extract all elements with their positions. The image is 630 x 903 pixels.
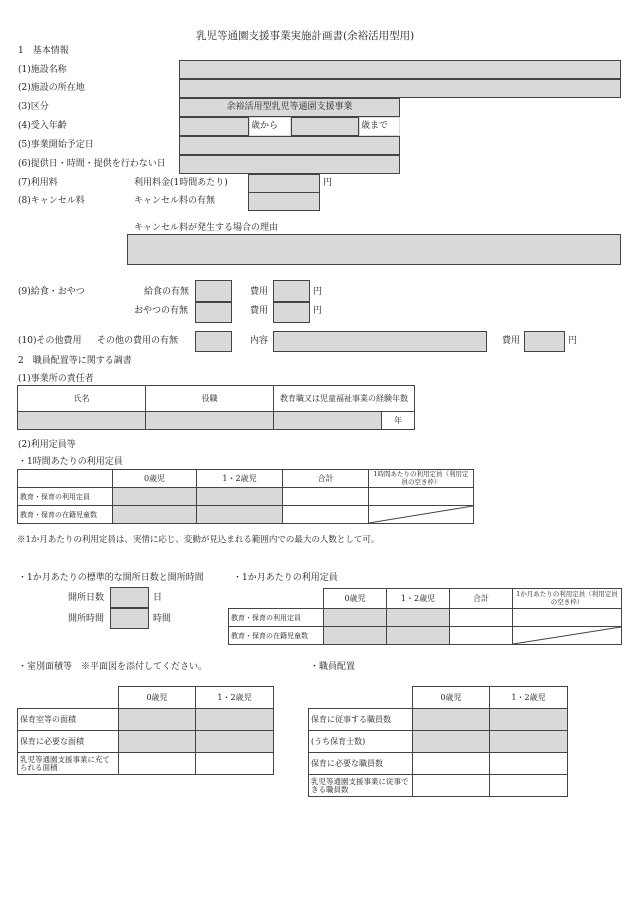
other-content-label: 内容 xyxy=(250,336,269,346)
monthly-std-title: ・1か月あたりの標準的な開所日数と開所時間 xyxy=(18,573,204,583)
snack-label: おやつの有無 xyxy=(134,306,189,316)
staff-required-0 xyxy=(413,753,490,775)
meal-field[interactable] xyxy=(195,280,232,302)
monthly-enrolled-free-diagonal xyxy=(513,627,622,645)
label-other: (10)その他費用 xyxy=(18,336,82,346)
manager-experience-field[interactable] xyxy=(274,412,382,430)
open-days-unit: 日 xyxy=(153,593,163,603)
fee-label: 利用料金(1時間あたり) xyxy=(134,178,228,188)
age-from-label: 歳から xyxy=(251,121,279,131)
staff-col-0: 0歳児 xyxy=(413,687,490,709)
room-required-12-field[interactable] xyxy=(196,731,274,753)
facility-name-field[interactable] xyxy=(179,60,621,79)
hourly-col-total: 合計 xyxy=(283,470,369,488)
open-hours-label: 開所時間 xyxy=(68,614,105,624)
staff-row-required: 保育に必要な職員数 xyxy=(309,753,413,775)
other-cost-label: 費用 xyxy=(502,336,521,346)
staff-title: ・職員配置 xyxy=(310,662,356,672)
staff-row-nursery-teachers: (うち保育士数) xyxy=(309,731,413,753)
hourly-title: ・1時間あたりの利用定員 xyxy=(18,457,123,467)
other-field[interactable] xyxy=(195,331,232,352)
monthly-capacity-free xyxy=(513,609,622,627)
hourly-capacity-table xyxy=(17,469,474,524)
staff-header-blank xyxy=(309,687,413,709)
manager-name-field[interactable] xyxy=(18,412,146,430)
staff-row-engaged: 保育に従事する職員数 xyxy=(309,709,413,731)
room-area-table xyxy=(17,686,274,775)
manager-table xyxy=(17,385,415,430)
meal-cost-label: 費用 xyxy=(250,287,269,297)
section2-heading: 2 職員配置等に関する調書 xyxy=(18,356,132,366)
open-days-label: 開所日数 xyxy=(68,593,105,603)
monthly-capacity-0-field[interactable] xyxy=(324,609,387,627)
age-to-field[interactable] xyxy=(291,117,359,136)
staff-table xyxy=(308,686,568,797)
cancel-reason-field[interactable] xyxy=(127,234,621,265)
staff-available-0 xyxy=(413,775,490,797)
staff-row-available: 乳児等通園支援事業に従事できる職員数 xyxy=(309,775,413,797)
room-row-area: 保育室等の面積 xyxy=(18,709,119,731)
cancel-reason-label: キャンセル料が発生する場合の理由 xyxy=(134,223,279,233)
document-title: 乳児等通園支援事業実施計画書(余裕活用型用) xyxy=(196,30,415,42)
staff-teachers-12-field[interactable] xyxy=(490,731,568,753)
capacity-note: ※1か月あたりの利用定員は、実情に応じ、変動が見込まれる範囲内での最大の人数として可。 xyxy=(17,535,380,545)
open-hours-unit: 時間 xyxy=(153,614,172,624)
room-required-0-field[interactable] xyxy=(119,731,196,753)
open-days-field[interactable] xyxy=(110,587,149,608)
room-col-12: 1・2歳児 xyxy=(196,687,274,709)
age-to-label: 歳まで xyxy=(361,121,389,131)
room-title: ・室別面積等 ※平面図を添付してください。 xyxy=(18,662,208,672)
manager-year-unit: 年 xyxy=(382,412,415,430)
label-age-range: (4)受入年齢 xyxy=(18,121,67,131)
other-cost-field[interactable] xyxy=(524,331,565,352)
meal-cost-field[interactable] xyxy=(273,280,310,302)
label-meals: (9)給食・おやつ xyxy=(18,287,85,297)
monthly-row-enrolled: 教育・保育の在籍児童数 xyxy=(229,627,324,645)
room-header-blank xyxy=(18,687,119,709)
monthly-cap-title: ・1か月あたりの利用定員 xyxy=(233,573,338,583)
hourly-enrolled-total xyxy=(283,506,369,524)
age-from-field[interactable] xyxy=(179,117,249,136)
monthly-enrolled-0-field[interactable] xyxy=(324,627,387,645)
room-col-0: 0歳児 xyxy=(119,687,196,709)
room-row-allocated: 乳児等通園支援事業に充てられる面積 xyxy=(18,753,119,775)
meal-cost-unit: 円 xyxy=(313,287,323,297)
start-date-field[interactable] xyxy=(179,136,400,155)
monthly-enrolled-total xyxy=(450,627,513,645)
hourly-row-enrolled: 教育・保育の在籍児童数 xyxy=(18,506,113,524)
manager-col-experience: 教育職又は児童福祉事業の経験年数 xyxy=(274,386,415,412)
monthly-col-0: 0歳児 xyxy=(324,589,387,609)
staff-engaged-0-field[interactable] xyxy=(413,709,490,731)
staff-engaged-12-field[interactable] xyxy=(490,709,568,731)
label-cancel: (8)キャンセル料 xyxy=(18,196,85,206)
hourly-enrolled-12-field[interactable] xyxy=(197,506,283,524)
section1-heading: 1 基本情報 xyxy=(18,46,69,56)
hourly-capacity-12-field[interactable] xyxy=(197,488,283,506)
manager-col-position: 役職 xyxy=(146,386,274,412)
room-allocated-12 xyxy=(196,753,274,775)
fee-unit: 円 xyxy=(323,178,333,188)
hourly-capacity-free xyxy=(369,488,474,506)
room-area-0-field[interactable] xyxy=(119,709,196,731)
staff-teachers-0-field[interactable] xyxy=(413,731,490,753)
snack-field[interactable] xyxy=(195,302,232,323)
label-facility-name: (1)施設名称 xyxy=(18,65,67,75)
fee-field[interactable] xyxy=(248,174,320,193)
monthly-col-free: 1か月あたりの利用定員（利用定員の空き枠） xyxy=(513,589,622,609)
label-manager: (1)事業所の責任者 xyxy=(18,374,94,384)
label-capacity: (2)利用定員等 xyxy=(18,440,76,450)
open-hours-field[interactable] xyxy=(110,608,149,629)
snack-cost-field[interactable] xyxy=(273,302,310,323)
cancel-label: キャンセル料の有無 xyxy=(134,196,216,206)
hourly-capacity-0-field[interactable] xyxy=(113,488,197,506)
other-cost-unit: 円 xyxy=(568,336,578,346)
label-facility-address: (2)施設の所在地 xyxy=(18,83,85,93)
other-content-field[interactable] xyxy=(273,331,487,352)
hourly-col-0: 0歳児 xyxy=(113,470,197,488)
hourly-header-blank xyxy=(18,470,113,488)
manager-col-name: 氏名 xyxy=(18,386,146,412)
staff-required-12 xyxy=(490,753,568,775)
staff-col-12: 1・2歳児 xyxy=(490,687,568,709)
meal-label: 給食の有無 xyxy=(144,287,190,297)
hourly-capacity-total xyxy=(283,488,369,506)
monthly-row-capacity: 教育・保育の利用定員 xyxy=(229,609,324,627)
other-label: その他の費用の有無 xyxy=(97,336,179,346)
monthly-col-12: 1・2歳児 xyxy=(387,589,450,609)
label-category: (3)区分 xyxy=(18,102,49,112)
cancel-field[interactable] xyxy=(248,192,320,211)
monthly-capacity-table xyxy=(228,588,622,645)
snack-cost-unit: 円 xyxy=(313,306,323,316)
category-value: 余裕活用型乳児等通園支援事業 xyxy=(226,102,353,112)
service-times-field[interactable] xyxy=(179,155,400,174)
monthly-col-total: 合計 xyxy=(450,589,513,609)
staff-available-12 xyxy=(490,775,568,797)
monthly-header-blank xyxy=(229,589,324,609)
hourly-enrolled-0-field[interactable] xyxy=(113,506,197,524)
monthly-enrolled-12-field[interactable] xyxy=(387,627,450,645)
hourly-row-capacity: 教育・保育の利用定員 xyxy=(18,488,113,506)
monthly-capacity-12-field[interactable] xyxy=(387,609,450,627)
room-row-required: 保育に必要な面積 xyxy=(18,731,119,753)
room-allocated-0 xyxy=(119,753,196,775)
hourly-col-12: 1・2歳児 xyxy=(197,470,283,488)
facility-address-field[interactable] xyxy=(179,79,621,98)
label-service-times: (6)提供日・時間・提供を行わない日 xyxy=(18,159,166,169)
room-area-12-field[interactable] xyxy=(196,709,274,731)
hourly-col-free: 1時間あたりの利用定員（利用定員の空き枠） xyxy=(369,470,474,488)
hourly-enrolled-free-diagonal xyxy=(369,506,474,524)
monthly-capacity-total xyxy=(450,609,513,627)
manager-position-field[interactable] xyxy=(146,412,274,430)
label-start-date: (5)事業開始予定日 xyxy=(18,140,94,150)
snack-cost-label: 費用 xyxy=(250,306,269,316)
label-fee: (7)利用料 xyxy=(18,178,58,188)
